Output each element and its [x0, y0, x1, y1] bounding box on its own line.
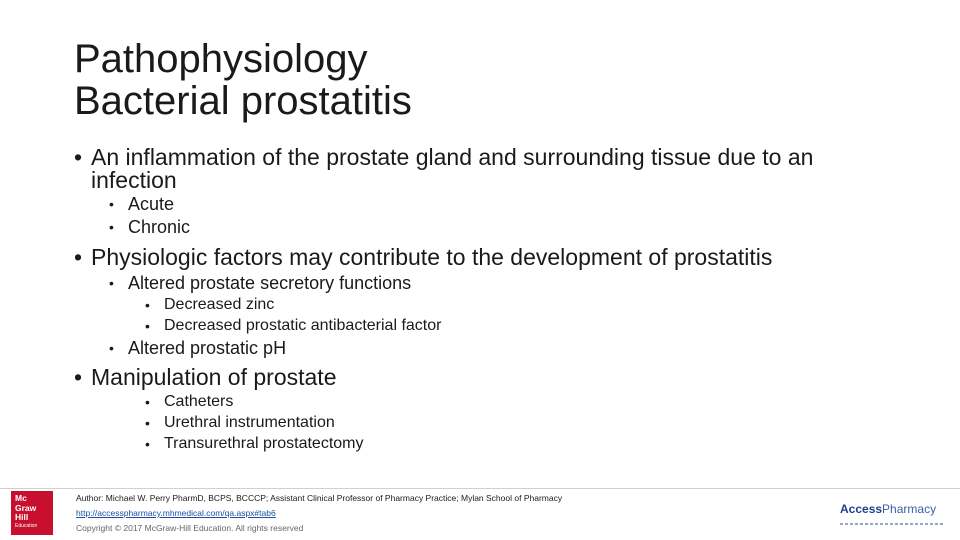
bullet-marker: •	[109, 275, 114, 291]
footer-link[interactable]: http://accesspharmacy.mhmedical.com/qa.aspx#tab6	[76, 508, 276, 518]
access-pharmacy-wordmark	[840, 502, 936, 516]
slide-title-line-1: Pathophysiology	[74, 37, 368, 81]
logo-text-mc: Mc	[15, 493, 27, 503]
bullet-marker: •	[145, 318, 150, 334]
bullet-text: Catheters	[164, 393, 234, 410]
bullet-text: Manipulation of prostate	[91, 364, 337, 390]
access-pharmacy-logo	[840, 500, 950, 528]
bullet-marker: •	[74, 364, 83, 390]
logo-text-education: Education	[15, 522, 38, 529]
bullet-marker: •	[145, 415, 150, 431]
logo-tagline-mark	[840, 523, 944, 525]
bullet-marker: •	[145, 394, 150, 410]
mcgraw-hill-logo	[11, 491, 53, 535]
bullet-text: Altered prostate secretory functions	[128, 273, 412, 293]
bullet-marker: •	[109, 196, 114, 212]
slide-title-line-2: Bacterial prostatitis	[74, 79, 412, 123]
bullet-text: Chronic	[128, 217, 191, 237]
bullet-text: Altered prostatic pH	[128, 338, 287, 358]
bullet-marker: •	[74, 244, 83, 270]
bullet-text: An inflammation of the prostate gland and surrounding tissue due to an infection	[91, 144, 814, 193]
bullet-marker: •	[109, 219, 114, 235]
bullet-text: Decreased zinc	[164, 296, 275, 313]
bullet-marker: •	[74, 144, 83, 170]
footer-author: Author: Michael W. Perry PharmD, BCPS, BCCCP; Assistant Clinical Professor of Pharmacy Practice; Mylan School of Pharmacy	[76, 493, 563, 503]
bullet-text: Decreased prostatic antibacterial factor	[164, 317, 442, 334]
bullet-marker: •	[145, 436, 150, 452]
logo-word-access: Access	[840, 502, 883, 516]
bullet-marker: •	[145, 297, 150, 313]
logo-text-graw: Graw	[15, 502, 37, 513]
bullet-text: Transurethral prostatectomy	[164, 435, 364, 452]
bullet-text: Physiologic factors may contribute to the development of prostatitis	[91, 244, 773, 270]
bullet-marker: •	[109, 340, 114, 356]
logo-text-hill: Hill	[15, 512, 29, 522]
bullet-text: Urethral instrumentation	[164, 414, 335, 431]
bullet-text: Acute	[128, 194, 175, 214]
logo-word-pharmacy: Pharmacy	[882, 502, 937, 516]
footer-copyright: Copyright © 2017 McGraw-Hill Education. All rights reserved	[76, 523, 304, 533]
footer-divider	[0, 488, 960, 489]
